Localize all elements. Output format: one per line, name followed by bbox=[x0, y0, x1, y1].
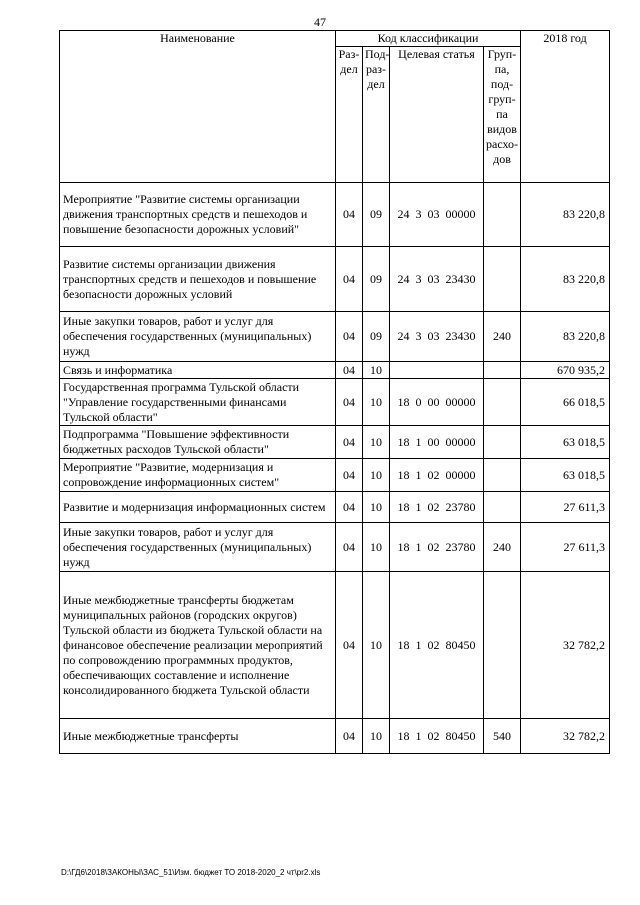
row-subsection: 10 bbox=[363, 426, 390, 459]
row-section: 04 bbox=[336, 719, 363, 754]
row-target: 18 1 02 80450 bbox=[390, 719, 484, 754]
row-target: 18 1 02 80450 bbox=[390, 572, 484, 719]
row-amount: 63 018,5 bbox=[521, 459, 610, 492]
row-section: 04 bbox=[336, 379, 363, 426]
row-subsection: 10 bbox=[363, 572, 390, 719]
row-amount: 83 220,8 bbox=[521, 183, 610, 247]
row-amount: 32 782,2 bbox=[521, 719, 610, 754]
row-target: 18 1 02 23780 bbox=[390, 523, 484, 572]
header-expense-group: Груп-па, под-груп-па видов расхо-дов bbox=[484, 47, 521, 183]
header-section: Раз-дел bbox=[336, 47, 363, 183]
row-section: 04 bbox=[336, 492, 363, 523]
row-group bbox=[484, 572, 521, 719]
row-amount: 66 018,5 bbox=[521, 379, 610, 426]
row-section: 04 bbox=[336, 459, 363, 492]
row-name: Связь и информатика bbox=[60, 362, 336, 379]
row-target bbox=[390, 362, 484, 379]
row-name: Иные закупки товаров, работ и услуг для обеспечения государственных (муниципальных) нужд bbox=[60, 312, 336, 362]
row-section: 04 bbox=[336, 312, 363, 362]
row-name: Развитие и модернизация информационных систем bbox=[60, 492, 336, 523]
row-amount: 83 220,8 bbox=[521, 312, 610, 362]
row-subsection: 10 bbox=[363, 523, 390, 572]
row-group bbox=[484, 379, 521, 426]
row-subsection: 09 bbox=[363, 312, 390, 362]
row-name: Мероприятие "Развитие, модернизация и сопровождение информационных систем" bbox=[60, 459, 336, 492]
row-target: 24 3 03 00000 bbox=[390, 183, 484, 247]
row-section: 04 bbox=[336, 362, 363, 379]
row-amount: 32 782,2 bbox=[521, 572, 610, 719]
header-name: Наименование bbox=[60, 31, 336, 183]
row-target: 18 0 00 00000 bbox=[390, 379, 484, 426]
row-subsection: 10 bbox=[363, 719, 390, 754]
row-name: Государственная программа Тульской области "Управление государственными финансами Тульской области" bbox=[60, 379, 336, 426]
row-section: 04 bbox=[336, 183, 363, 247]
row-section: 04 bbox=[336, 523, 363, 572]
header-year: 2018 год bbox=[521, 31, 610, 183]
row-group bbox=[484, 247, 521, 312]
row-section: 04 bbox=[336, 572, 363, 719]
row-group bbox=[484, 362, 521, 379]
row-target: 18 1 02 23780 bbox=[390, 492, 484, 523]
row-group bbox=[484, 426, 521, 459]
row-group: 540 bbox=[484, 719, 521, 754]
row-section: 04 bbox=[336, 426, 363, 459]
row-subsection: 10 bbox=[363, 379, 390, 426]
row-name: Развитие системы организации движения транспортных средств и пешеходов и повышение безопасности дорожных условий bbox=[60, 247, 336, 312]
row-subsection: 09 bbox=[363, 183, 390, 247]
header-target: Целевая статья bbox=[390, 47, 484, 183]
row-subsection: 10 bbox=[363, 362, 390, 379]
row-name: Иные межбюджетные трансферты бюджетам муниципальных районов (городских округов) Тульской области из бюджета Тульской области на финансовое обеспечение реализации мероприятий по сопровождению программных продуктов, обеспечивающих составление и исполнение консолидированного бюджета Тульской области bbox=[60, 572, 336, 719]
page-number: 47 bbox=[314, 15, 326, 29]
row-amount: 83 220,8 bbox=[521, 247, 610, 312]
row-target: 24 3 03 23430 bbox=[390, 247, 484, 312]
budget-table bbox=[59, 30, 610, 754]
row-name: Мероприятие "Развитие системы организации движения транспортных средств и пешеходов и повышение безопасности дорожных условий" bbox=[60, 183, 336, 247]
row-name: Иные межбюджетные трансферты bbox=[60, 719, 336, 754]
row-amount: 27 611,3 bbox=[521, 492, 610, 523]
row-group bbox=[484, 492, 521, 523]
row-group: 240 bbox=[484, 312, 521, 362]
row-amount: 27 611,3 bbox=[521, 523, 610, 572]
header-subsection: Под-раз-дел bbox=[363, 47, 390, 183]
row-name: Иные закупки товаров, работ и услуг для обеспечения государственных (муниципальных) нужд bbox=[60, 523, 336, 572]
row-target: 24 3 03 23430 bbox=[390, 312, 484, 362]
row-group bbox=[484, 459, 521, 492]
header-code-group: Код классификации bbox=[336, 31, 521, 47]
row-subsection: 10 bbox=[363, 459, 390, 492]
row-target: 18 1 02 00000 bbox=[390, 459, 484, 492]
row-name: Подпрограмма "Повышение эффективности бюджетных расходов Тульской области" bbox=[60, 426, 336, 459]
file-path-footer: D:\ГД6\2018\ЗАКОНЫ\ЗАС_51\Изм. бюджет ТО 2018-2020_2 чт\pr2.xls bbox=[61, 868, 321, 877]
row-group: 240 bbox=[484, 523, 521, 572]
row-group bbox=[484, 183, 521, 247]
row-target: 18 1 00 00000 bbox=[390, 426, 484, 459]
row-subsection: 09 bbox=[363, 247, 390, 312]
row-amount: 670 935,2 bbox=[521, 362, 610, 379]
row-section: 04 bbox=[336, 247, 363, 312]
row-amount: 63 018,5 bbox=[521, 426, 610, 459]
row-subsection: 10 bbox=[363, 492, 390, 523]
